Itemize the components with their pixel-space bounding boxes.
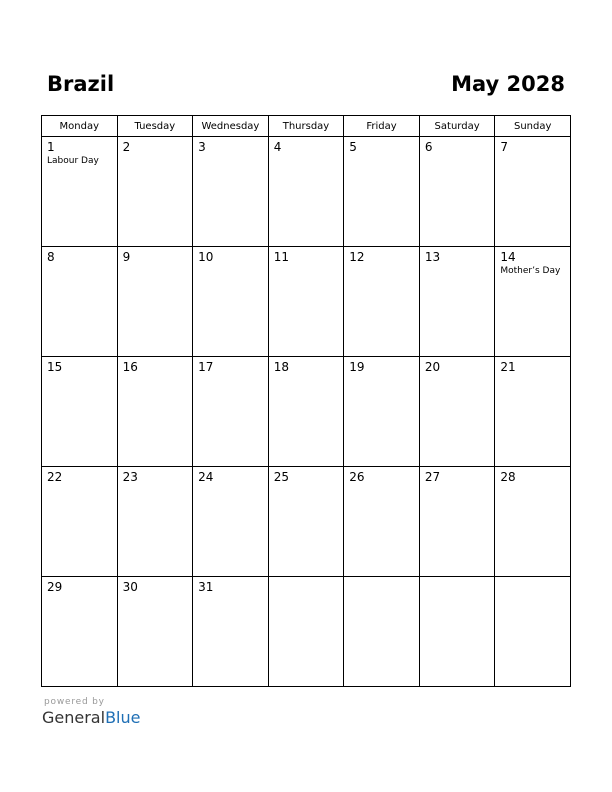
day-cell bbox=[419, 137, 495, 247]
weekday-header: Tuesday bbox=[117, 116, 193, 137]
day-number: 9 bbox=[122, 250, 131, 264]
day-number: 15 bbox=[47, 360, 63, 374]
week-row bbox=[42, 357, 571, 467]
day-number: 24 bbox=[198, 470, 214, 484]
day-cell bbox=[419, 247, 495, 357]
day-cell bbox=[193, 357, 269, 467]
day-cell bbox=[42, 247, 118, 357]
day-number: 16 bbox=[122, 360, 138, 374]
holiday-label: Labour Day bbox=[47, 156, 99, 166]
day-cell bbox=[495, 467, 571, 577]
week-row bbox=[42, 137, 571, 247]
weekday-header: Wednesday bbox=[193, 116, 269, 137]
day-cell bbox=[268, 577, 344, 687]
day-number: 27 bbox=[424, 470, 441, 484]
day-number: 22 bbox=[47, 470, 63, 484]
weekday-header: Saturday bbox=[419, 116, 495, 137]
day-cell bbox=[42, 137, 118, 247]
day-number: 28 bbox=[500, 470, 516, 484]
country-title: Brazil bbox=[47, 72, 115, 96]
day-number: 26 bbox=[349, 470, 365, 484]
day-number: 17 bbox=[198, 360, 214, 374]
holiday-label: Mother’s Day bbox=[500, 266, 561, 276]
weekday-header: Friday bbox=[344, 116, 420, 137]
day-cell bbox=[495, 247, 571, 357]
day-cell bbox=[268, 467, 344, 577]
day-cell bbox=[419, 467, 495, 577]
day-cell bbox=[268, 357, 344, 467]
day-cell bbox=[495, 577, 571, 687]
day-number: 29 bbox=[47, 580, 63, 594]
day-number: 14 bbox=[500, 250, 516, 264]
day-number: 10 bbox=[198, 250, 214, 264]
day-cell bbox=[344, 577, 420, 687]
calendar-grid bbox=[41, 115, 571, 687]
week-row bbox=[42, 467, 571, 577]
day-number: 7 bbox=[500, 140, 509, 154]
day-cell bbox=[117, 577, 193, 687]
day-number: 13 bbox=[424, 250, 441, 264]
day-cell bbox=[193, 247, 269, 357]
weekday-header: Sunday bbox=[495, 116, 571, 137]
day-number: 18 bbox=[273, 360, 289, 374]
brand-blue-text: Blue bbox=[105, 708, 141, 727]
day-number: 12 bbox=[349, 250, 365, 264]
weekday-header-row bbox=[42, 116, 571, 137]
day-cell bbox=[193, 467, 269, 577]
day-cell bbox=[117, 137, 193, 247]
week-row bbox=[42, 577, 571, 687]
day-cell bbox=[419, 577, 495, 687]
day-cell bbox=[495, 137, 571, 247]
powered-by-label: powered by bbox=[44, 697, 105, 707]
day-number: 2 bbox=[122, 140, 131, 154]
day-number: 11 bbox=[273, 250, 289, 264]
weekday-header: Monday bbox=[42, 116, 118, 137]
day-cell bbox=[193, 577, 269, 687]
day-number: 19 bbox=[349, 360, 365, 374]
day-cell bbox=[344, 247, 420, 357]
day-cell bbox=[42, 467, 118, 577]
day-cell bbox=[42, 577, 118, 687]
brand-general-text: General bbox=[42, 708, 106, 727]
day-number: 4 bbox=[273, 140, 282, 154]
day-number: 31 bbox=[198, 580, 214, 594]
weekday-header: Thursday bbox=[268, 116, 344, 137]
day-cell bbox=[193, 137, 269, 247]
day-cell bbox=[42, 357, 118, 467]
day-number: 25 bbox=[273, 470, 289, 484]
day-cell bbox=[268, 137, 344, 247]
day-number: 6 bbox=[424, 140, 433, 154]
day-cell bbox=[117, 357, 193, 467]
day-number: 21 bbox=[500, 360, 516, 374]
day-number: 8 bbox=[47, 250, 55, 264]
day-cell bbox=[419, 357, 495, 467]
day-number: 20 bbox=[424, 360, 441, 374]
day-cell bbox=[344, 467, 420, 577]
day-cell bbox=[495, 357, 571, 467]
generalblue-logo[interactable] bbox=[42, 708, 140, 727]
day-cell bbox=[268, 247, 344, 357]
day-number: 1 bbox=[47, 140, 55, 154]
month-year-title: May 2028 bbox=[451, 72, 565, 96]
day-number: 5 bbox=[349, 140, 357, 154]
day-cell bbox=[344, 357, 420, 467]
day-cell bbox=[117, 467, 193, 577]
day-cell bbox=[344, 137, 420, 247]
day-number: 23 bbox=[122, 470, 138, 484]
day-cell bbox=[117, 247, 193, 357]
day-number: 3 bbox=[198, 140, 206, 154]
day-number: 30 bbox=[122, 580, 138, 594]
week-row bbox=[42, 247, 571, 357]
